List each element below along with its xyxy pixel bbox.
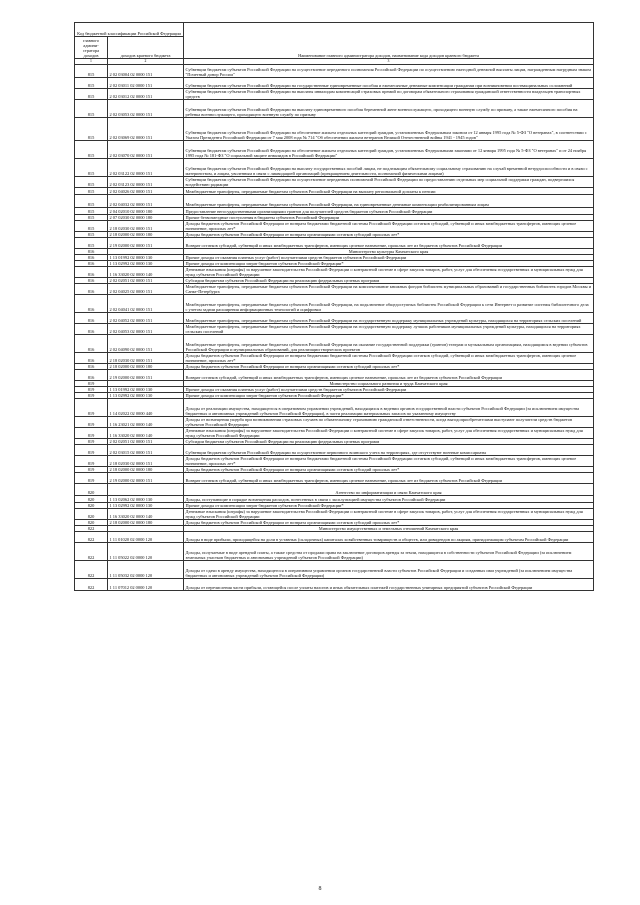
admin-code-cell: 815: [75, 64, 108, 77]
revenue-name-cell: Субвенции бюджетам субъектов Российской Федерации на выплату единовременного пособия беременной жене военнослужащего, проходящего военную службу по призыву, а также ежемесячного пособия на ребенка военнослужащего, проходящего военную службу по призыву: [184, 99, 594, 117]
revenue-name-cell: Доходы от возмещения ущерба при возникновении страховых случаев по обязательному страхованию гражданской ответственности, когда выгодоприобретателями выступают получатели средств бюджетов субъектов Российской Федерации: [184, 416, 594, 427]
revenue-code-cell: 2 02 04052 02 0000 151: [108, 312, 184, 323]
admin-code-cell: 819: [75, 416, 108, 427]
revenue-name-cell: Доходы от перечисления части прибыли, остающейся после уплаты налогов и иных обязательных платежей государственных унитарных предприятий субъектов Российской Федерации: [184, 578, 594, 590]
admin-code-cell: 815: [75, 77, 108, 88]
revenue-name-cell: Межбюджетные трансферты, передаваемые бюджетам субъектов Российской Федерации на государственную поддержку муниципальных учреждений культуры, находящихся на территориях сельских поселений: [184, 312, 594, 323]
admin-code-cell: 815: [75, 158, 108, 176]
revenue-name-cell: Субвенции бюджетам субъектов Российской Федерации на выплату государственных пособий лицам, не подлежащим обязательному социальному страхованию на случай временной нетрудоспособности и в связи с материнством, и лицам, уволенным в связи с ликвидацией организаций (прекращением деятельности, полномочий физическими лицами): [184, 158, 594, 176]
revenue-name-cell: Межбюджетные трансферты, передаваемые бюджетам субъектов Российской Федерации, на подключение общедоступных библиотек Российской Федерации к сети Интернет и развитие системы библиотечного дела с учетом задачи расширения информационных технологий и оцифровки: [184, 294, 594, 312]
table-row: [75, 117, 594, 140]
revenue-code-cell: 2 02 04090 02 0000 151: [108, 334, 184, 352]
table-row: [75, 369, 594, 380]
table-row: [75, 531, 594, 542]
revenue-code-cell: 2 02 04026 02 0000 151: [108, 187, 184, 194]
revenue-code-cell: 2 19 02000 02 0000 151: [108, 472, 184, 483]
table-row: [75, 294, 594, 312]
revenue-code-cell: 1 16 33020 02 0000 140: [108, 427, 184, 438]
admin-code-cell: 815: [75, 214, 108, 220]
table-row: [75, 220, 594, 231]
admin-code-cell: 820: [75, 519, 108, 525]
table-row: [75, 77, 594, 88]
table-row: [75, 416, 594, 427]
admin-code-cell: 819: [75, 427, 108, 438]
table-row: [75, 64, 594, 77]
revenue-code-cell: 2 18 02000 02 0000 180: [108, 231, 184, 237]
revenue-code-cell: 2 02 03004 02 0000 151: [108, 64, 184, 77]
revenue-code-cell: 2 19 02000 02 0000 151: [108, 237, 184, 248]
revenue-name-cell: Прочие безвозмездные поступления в бюджеты субъектов Российской Федерации: [184, 214, 594, 220]
table-row: [75, 88, 594, 99]
revenue-name-cell: Субсидии бюджетам субъектов Российской Федерации на реализацию федеральных целевых программ: [184, 277, 594, 283]
table-row: [75, 283, 594, 294]
admin-code-cell: 819: [75, 444, 108, 455]
table-row: [75, 334, 594, 352]
admin-code-cell: 819: [75, 380, 108, 386]
revenue-name-cell: Субвенции бюджетам субъектов Российской Федерации на обеспечение жильем отдельных категорий граждан, установленных Федеральным законом от 12 января 1995 года № 5-ФЗ "О ветеранах", в соответствии с Указом Президента Российской Федерации от 7 мая 2008 года № 714 "Об обеспечении жильем ветеранов Великой Отечественной войны 1941 - 1945 годов": [184, 117, 594, 140]
admin-code-cell: 820: [75, 502, 108, 508]
admin-code-cell: 815: [75, 140, 108, 158]
admin-code-cell: 815: [75, 207, 108, 214]
revenue-code-cell: 1 11 05032 02 0000 120: [108, 560, 184, 578]
revenue-name-cell: Доходы от сдачи в аренду имущества, находящегося в оперативном управлении органов государственной власти субъектов Российской Федерации и созданных ими учреждений (за исключением имущества бюджетных и автономных учреждений субъектов Российской Федерации): [184, 560, 594, 578]
table-row: [75, 352, 594, 363]
admin-code-cell: 816: [75, 363, 108, 369]
table-row: [75, 444, 594, 455]
column-index-2: 2: [108, 59, 184, 65]
classification-header: Код бюджетной классификации Российской Федерации: [75, 23, 184, 37]
section-title-cell: Министерство имущественных и земельных отношений Камчатского края: [184, 525, 594, 531]
revenue-name-cell: Субсидии бюджетам субъектов Российской Федерации на реализацию федеральных целевых программ: [184, 438, 594, 444]
revenue-name-cell: Межбюджетные трансферты, передаваемые бюджетам субъектов Российской Федерации на выплату региональной доплаты к пенсии: [184, 187, 594, 194]
table-body: [75, 64, 594, 590]
table-row: [75, 158, 594, 176]
admin-code-cell: 816: [75, 254, 108, 260]
admin-code-cell: 816: [75, 277, 108, 283]
admin-code-cell: 822: [75, 560, 108, 578]
column-index-3: 3: [184, 59, 594, 65]
revenue-name-cell: Возврат остатков субсидий, субвенций и иных межбюджетных трансфертов, имеющих целевое назначение, прошлых лет из бюджетов субъектов Российской Федерации: [184, 369, 594, 380]
admin-code-cell: 815: [75, 194, 108, 207]
revenue-name-cell: Доходы в виде прибыли, приходящейся на доли в уставных (складочных) капиталах хозяйственных товариществ и обществ, или дивидендов по акциям, принадлежащим субъектам Российской Федерации: [184, 531, 594, 542]
revenue-code-cell: 2 18 02000 02 0000 180: [108, 363, 184, 369]
revenue-code-cell: 2 19 02000 02 0000 151: [108, 369, 184, 380]
revenue-name-cell: Денежные взыскания (штрафы) за нарушение законодательства Российской Федерации о контрактной системе в сфере закупок товаров, работ, услуг для обеспечения государственных и муниципальных нужд для нужд субъектов Российской Федерации: [184, 427, 594, 438]
revenue-name-cell: Межбюджетные трансферты, передаваемые бюджетам субъектов Российской Федерации, на единовременные денежные компенсации реабилитированным лицам: [184, 194, 594, 207]
table-row: [75, 323, 594, 334]
revenue-code-cell: 2 02 03123 02 0000 151: [108, 176, 184, 187]
revenue-code-cell: 2 02 03070 02 0000 151: [108, 140, 184, 158]
revenue-name-cell: Доходы бюджетов субъектов Российской Федерации от возврата организациями остатков субсидий прошлых лет*: [184, 363, 594, 369]
revenue-code-cell: 2 04 02010 02 0000 180: [108, 207, 184, 214]
revenue-code-cell: 2 02 03012 02 0000 151: [108, 88, 184, 99]
table-row: [75, 312, 594, 323]
revenue-name-cell: Доходы от реализации имущества, находящегося в оперативном управлении учреждений, находящихся в ведении органов государственной власти субъектов Российской Федерации (за исключением имущества бюджетных и автономных учреждений субъектов Российской Федерации), в части реализации материальных запасов по указанному имуществу: [184, 398, 594, 416]
revenue-name-cell: Доходы, получаемые в виде арендной платы, а также средства от продажи права на заключение договоров аренды за земли, находящиеся в собственности субъектов Российской Федерации (за исключением земельных участков бюджетных и автономных учреждений субъектов Российской Федерации): [184, 542, 594, 560]
table-row: [75, 176, 594, 187]
table-row: [75, 99, 594, 117]
admin-code-cell: 822: [75, 542, 108, 560]
name-column-header: Наименование главного администратора доходов, наименование кода доходов краевого бюджета: [184, 23, 594, 59]
revenue-name-cell: Возврат остатков субсидий, субвенций и иных межбюджетных трансфертов, имеющих целевое назначение, прошлых лет из бюджетов субъектов Российской Федерации: [184, 472, 594, 483]
revenue-code-cell: 2 18 02000 02 0000 180: [108, 466, 184, 472]
admin-code-cell: 822: [75, 578, 108, 590]
admin-code-cell: 816: [75, 323, 108, 334]
admin-code-cell: 816: [75, 312, 108, 323]
revenue-name-cell: Межбюджетные трансферты, передаваемые бюджетам субъектов Российской Федерации на государственную поддержку лучших работников муниципальных учреждений культуры, находящихся на территориях сельских поселений: [184, 323, 594, 334]
revenue-code-cell: 1 13 01992 02 0000 130: [108, 254, 184, 260]
revenue-name-cell: Субвенции бюджетам субъектов Российской Федерации на осуществление переданных полномочий Российской Федерации по предоставлению отдельных мер социальной поддержки граждан, подвергшихся воздействию радиации: [184, 176, 594, 187]
table-row: [75, 508, 594, 519]
revenue-code-cell: 2 02 04053 02 0000 151: [108, 323, 184, 334]
section-row: [75, 483, 594, 495]
admin-code-cell: 819: [75, 386, 108, 392]
revenue-code-cell: 1 13 02992 02 0000 130: [108, 392, 184, 398]
table-row: [75, 194, 594, 207]
admin-code-cell: 816: [75, 266, 108, 277]
table-row: [75, 237, 594, 248]
revenue-code-cell: 2 18 02030 02 0000 151: [108, 455, 184, 466]
revenue-code-cell: 2 02 02051 02 0000 151: [108, 438, 184, 444]
admin-code-cell: 819: [75, 398, 108, 416]
revenue-name-cell: Прочие доходы от оказания платных услуг (работ) получателями средств бюджетов субъектов Российской Федерации: [184, 386, 594, 392]
admin-code-cell: 815: [75, 117, 108, 140]
revenue-code-cell: 2 02 03069 02 0000 151: [108, 117, 184, 140]
revenue-code-column-header: доходов краевого бюджета: [108, 37, 184, 59]
table-row: [75, 560, 594, 578]
admin-code-cell: 816: [75, 352, 108, 363]
admin-code-cell: 819: [75, 455, 108, 466]
admin-code-cell: 816: [75, 369, 108, 380]
admin-code-cell: 815: [75, 99, 108, 117]
revenue-name-cell: Прочие доходы от компенсации затрат бюджетов субъектов Российской Федерации*: [184, 260, 594, 266]
revenue-name-cell: Межбюджетные трансферты, передаваемые бюджетам субъектов Российской Федерации на оказание государственной поддержки (грантов) театрам и музыкальным организациям, находящимся в ведении субъектов Российской Федерации и муниципальных образований, для реализации творческих проектов: [184, 334, 594, 352]
revenue-code-cell: 2 18 02000 02 0000 180: [108, 519, 184, 525]
revenue-name-cell: Прочие доходы от компенсации затрат бюджетов субъектов Российской Федерации*: [184, 392, 594, 398]
table-row: [75, 455, 594, 466]
revenue-name-cell: Доходы бюджетов субъектов Российской Федерации от возврата организациями остатков субсидий прошлых лет*: [184, 466, 594, 472]
admin-code-cell: 820: [75, 483, 108, 495]
section-title-cell: Министерство социального развития и труда Камчатского края: [184, 380, 594, 386]
revenue-code-cell: 2 02 04041 02 0000 151: [108, 294, 184, 312]
column-index-1: 1: [75, 59, 108, 65]
admin-code-cell: 815: [75, 220, 108, 231]
revenue-code-cell: 1 16 33020 02 0000 140: [108, 508, 184, 519]
revenue-name-cell: Доходы, поступающие в порядке возмещения расходов, понесенных в связи с эксплуатацией имущества субъектов Российской Федерации: [184, 495, 594, 502]
admin-code-cell: 819: [75, 392, 108, 398]
revenue-name-cell: Доходы бюджетов субъектов Российской Федерации от возврата организациями остатков субсидий прошлых лет*: [184, 231, 594, 237]
revenue-code-cell: 1 11 01020 02 0000 120: [108, 531, 184, 542]
table-row: [75, 266, 594, 277]
table-row: [75, 578, 594, 590]
revenue-code-cell: 2 02 03122 02 0000 151: [108, 158, 184, 176]
revenue-code-cell: 2 18 02030 02 0000 151: [108, 352, 184, 363]
page-number: 8: [318, 886, 322, 892]
section-title-cell: Министерство культуры Камчатского края: [184, 248, 594, 254]
revenue-name-cell: Доходы бюджетов субъектов Российской Федерации от возврата организациями остатков субсидий прошлых лет*: [184, 519, 594, 525]
revenue-code-cell: [108, 483, 184, 495]
admin-code-cell: 822: [75, 531, 108, 542]
admin-code-cell: 816: [75, 283, 108, 294]
admin-code-cell: 822: [75, 525, 108, 531]
revenue-code-cell: 2 02 02051 02 0000 151: [108, 277, 184, 283]
revenue-code-cell: 1 11 05022 02 0000 120: [108, 542, 184, 560]
admin-code-cell: 815: [75, 187, 108, 194]
revenue-name-cell: Субвенции бюджетам субъектов Российской Федерации на государственные единовременные пособия и ежемесячные денежные компенсации гражданам при возникновении поствакцинальных осложнений: [184, 77, 594, 88]
table-row: [75, 495, 594, 502]
admin-code-cell: 820: [75, 508, 108, 519]
admin-column-header: главного админи-стратора доходов: [75, 37, 108, 59]
revenue-name-cell: Доходы бюджетов субъектов Российской Федерации от возврата бюджетами бюджетной системы Российской Федерации остатков субсидий, субвенций и иных межбюджетных трансфертов, имеющих целевое назначение, прошлых лет*: [184, 455, 594, 466]
revenue-name-cell: Прочие доходы от компенсации затрат бюджетов субъектов Российской Федерации*: [184, 502, 594, 508]
table-row: [75, 398, 594, 416]
admin-code-cell: 816: [75, 260, 108, 266]
revenue-code-cell: 1 16 33020 02 0000 140: [108, 266, 184, 277]
admin-code-cell: 815: [75, 237, 108, 248]
revenue-name-cell: Предоставление негосударственными организациями грантов для получателей средств бюджетов субъектов Российской Федерации: [184, 207, 594, 214]
admin-code-cell: 815: [75, 88, 108, 99]
table-row: [75, 542, 594, 560]
revenue-name-cell: Доходы бюджетов субъектов Российской Федерации от возврата бюджетами бюджетной системы Российской Федерации остатков субсидий, субвенций и иных межбюджетных трансфертов, имеющих целевое назначение, прошлых лет*: [184, 352, 594, 363]
revenue-name-cell: Денежные взыскания (штрафы) за нарушение законодательства Российской Федерации о контрактной системе в сфере закупок товаров, работ, услуг для обеспечения государственных и муниципальных нужд для нужд субъектов Российской Федерации: [184, 266, 594, 277]
revenue-name-cell: Доходы бюджетов субъектов Российской Федерации от возврата бюджетами бюджетной системы Российской Федерации остатков субсидий, субвенций и иных межбюджетных трансфертов, имеющих целевое назначение, прошлых лет*: [184, 220, 594, 231]
revenue-code-cell: 2 02 03053 02 0000 151: [108, 99, 184, 117]
revenue-code-cell: 1 11 07012 02 0000 120: [108, 578, 184, 590]
admin-code-cell: 815: [75, 176, 108, 187]
table-header: [75, 23, 594, 65]
revenue-code-cell: 2 07 02030 02 0000 180: [108, 214, 184, 220]
revenue-name-cell: Субвенции бюджетам субъектов Российской Федерации на осуществление переданного полномочия Российской Федерации по осуществлению ежегодной денежной выплаты лицам, награжденным нагрудным знаком "Почетный донор России": [184, 64, 594, 77]
revenue-name-cell: Межбюджетные трансферты, передаваемые бюджетам субъектов Российской Федерации на комплектование книжных фондов библиотек муниципальных образований и государственных библиотек городов Москвы и Санкт-Петербурга: [184, 283, 594, 294]
revenue-code-cell: 2 02 03011 02 0000 151: [108, 77, 184, 88]
admin-code-cell: 819: [75, 438, 108, 444]
revenue-name-cell: Возврат остатков субсидий, субвенций и иных межбюджетных трансфертов, имеющих целевое назначение, прошлых лет из бюджетов субъектов Российской Федерации: [184, 237, 594, 248]
table-row: [75, 427, 594, 438]
revenue-name-cell: Денежные взыскания (штрафы) за нарушение законодательства Российской Федерации о контрактной системе в сфере закупок товаров, работ, услуг для обеспечения государственных и муниципальных нужд для нужд субъектов Российской Федерации: [184, 508, 594, 519]
admin-code-cell: 820: [75, 495, 108, 502]
admin-code-cell: 819: [75, 466, 108, 472]
admin-code-cell: 816: [75, 334, 108, 352]
revenue-code-cell: 1 16 23021 02 0000 140: [108, 416, 184, 427]
revenue-code-cell: 1 13 01992 02 0000 130: [108, 386, 184, 392]
revenue-code-cell: 1 13 02992 02 0000 130: [108, 260, 184, 266]
revenue-name-cell: Прочие доходы от оказания платных услуг (работ) получателями средств бюджетов субъектов Российской Федерации: [184, 254, 594, 260]
table-row: [75, 187, 594, 194]
admin-code-cell: 816: [75, 294, 108, 312]
revenue-code-cell: 2 18 02030 02 0000 151: [108, 220, 184, 231]
revenue-name-cell: Субвенции бюджетам субъектов Российской Федерации на осуществление первичного воинского учета на территориях, где отсутствуют военные комиссариаты: [184, 444, 594, 455]
admin-code-cell: 816: [75, 248, 108, 254]
revenue-administrators-table: [74, 22, 594, 591]
table-row: [75, 472, 594, 483]
table-row: [75, 140, 594, 158]
revenue-code-cell: 2 02 03015 02 0000 151: [108, 444, 184, 455]
table-row: [75, 207, 594, 214]
admin-code-cell: 815: [75, 231, 108, 237]
revenue-name-cell: Субвенции бюджетам субъектов Российской Федерации на обеспечение жильем отдельных категорий граждан, установленных Федеральными законами от 12 января 1995 года № 5-ФЗ "О ветеранах" и от 24 ноября 1995 года № 181-ФЗ "О социальной защите инвалидов в Российской Федерации": [184, 140, 594, 158]
revenue-code-cell: 2 02 04032 02 0000 151: [108, 194, 184, 207]
revenue-code-cell: 2 02 04025 02 0000 151: [108, 283, 184, 294]
admin-code-cell: 819: [75, 472, 108, 483]
revenue-code-cell: 1 13 02062 02 0000 130: [108, 495, 184, 502]
revenue-code-cell: 1 13 02992 02 0000 130: [108, 502, 184, 508]
section-title-cell: Агентство по информатизации и связи Камчатского края: [184, 483, 594, 495]
revenue-name-cell: Субвенции бюджетам субъектов Российской Федерации на выплаты инвалидам компенсаций страховых премий по договорам обязательного страхования гражданской ответственности владельцев транспортных средств: [184, 88, 594, 99]
revenue-code-cell: 1 14 02022 02 0000 440: [108, 398, 184, 416]
